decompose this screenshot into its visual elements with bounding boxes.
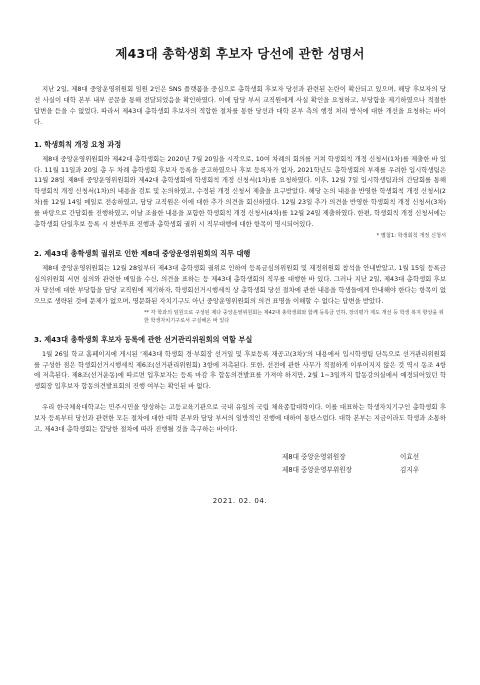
signatory-name: 김지우 — [400, 465, 420, 474]
section-heading: 1. 학생회칙 개정 요청 과정 — [34, 139, 122, 149]
signatory-name: 이효선 — [400, 452, 420, 461]
signature-row — [34, 451, 446, 464]
document-date: 2021. 02. 04. — [212, 496, 268, 505]
section-heading: 2. 제43대 총학생회 궐위로 인한 제8대 중앙운영위원회의 직무 대행 — [34, 248, 251, 258]
section-3 — [34, 335, 446, 393]
closing-paragraph: 우리 한국체육대학교는 민주시민을 양성하는 고등교육기관으로 국내 유일의 국립 체육종합대학이다. 이를 대표하는 학생자치기구인 총학생회 후보자 등록부터 당선과 관련한 모든 절차에 대한 대학 본부와 담당 부서의 일방적인 진행에 대하여 통탄스럽다. 대학 본부는 지금이라도 학생과 소통하고, 제43대 총학생회는 합당한 절차에 따라 진행될 것을 촉구하는 바이다. — [34, 403, 446, 434]
section-2 — [34, 249, 446, 325]
document-title: 제43대 총학생회 후보자 당선에 관한 성명서 — [115, 46, 365, 61]
footnote: ** 각 학과의 임원으로 구성된 제다 중앙운영위원회는 제42대 총학생회와 함께 등록금 인하, 장의평가 제도 개선 등 학생 복지 향상을 위한 학생자치기구로서 구실해온 바 있다 — [144, 309, 444, 324]
section-body: 1월 26일 학교 홈페이지에 게시된 '제43대 학생회 경·부회장 선거일 및 후보등록 재공고(3차)'의 내용에서 입시학생팀 단독으로 선거관리위원회를 구성한 점은 학생회선거시행세칙 제6조(선거관리위원회) 3항에 저촉된다. 또한, 선전에 관한 사무가 적절하게 이루어지지 않은 것 역시 동조 4항에 저촉된다. 제8조(선거운동)에 따르면 입후보자는 등록 마감 후 합동의견발표를 가져야 하지만, 2월 1~3일까지 합동강의실에서 예정되어있던 학생회장 입후보자 합동의견발표회의 진행 여부는 확인된 바 없다. — [34, 349, 446, 391]
signature-block — [34, 451, 446, 477]
signatory-title: 제8대 중앙운영위원장 — [282, 452, 346, 461]
intro-paragraph: 지난 2일, 제8대 중앙운영위원회 임원 2인은 SNS 플랫폼을 중심으로 총학생회 후보자 당선과 관련된 논란이 확산되고 있으며, 해당 후보자의 당선 사실이 대학 본부 내부 공문을 통해 전달되었음을 확인하였다. 이에 담당 부서 교직원에게 사실 확인을 요청하고, 부당함을 제기하였으나 적절한 답변을 듣을 수 없었다. 따라서 제43대 총학생회 후보자의 적합한 절차를 통한 당선과 대학 본부 측의 행정 처리 방식에 대한 개선을 요청하는 바이다. — [34, 85, 446, 126]
signature-row — [34, 464, 446, 477]
section-body: 제8대 중앙운영위원회는 12월 28일부터 제43대 총학생회 궐위로 인하여 등록금심의위원회 및 재정위원회 참석을 안내받았고, 1월 15일 등록금심의위원회 서면 심의와 관련한 메일을 수신, 의견을 표하는 등 제43대 총학생회의 직무를 대행한 바 있다. 그러나 지난 2일, 제43대 총학생회 후보자 당선에 대한 부당함을 담당 교직원에 제기하자, 학생회선거시행세칙 상 총학생회 당선 절차에 관한 내용을 학생들에게 안내해야 한다는 항목이 없으므로 생략된 것에 문제가 없으며, 명문화된 자치기구도 아닌 중앙운영위원회의 의견 표명을 이해할 수 없다는 답변을 받았다. — [34, 263, 446, 305]
section-1 — [34, 140, 446, 239]
section-body: 제8대 중앙운영위원회와 제42대 총학생회는 2020년 7월 20일을 시작으로, 10여 차례의 회의를 거쳐 학생회칙 개정 신청서(1차)를 제출한 바 있다. 11월 11일과 20일 총 두 차례 총학생회 후보자 등록을 공고하였으나 후보 등록자가 없자, 2021학년도 총학생회의 부재를 우려한 입시학생팀은 11월 28일 제8대 중앙운영위원회와 제42대 총학생회에 학생회칙 개정 신청서(1차)를 요청하였다. 이후, 12월 7일 입시학생팀과의 간담회를 통해 학생회칙 개정 신청서(1차)의 내용을 검토 및 논의하였고, 수정된 개정 신청서 제출을 요구받았다. 해당 논의 내용을 반영한 학생회칙 개정 신청서(2차)를 12월 14일 메일로 전송하였고, 담당 교직원은 이에 대한 추가 의견을 회신하였다. 12월 23일 추가 의견을 반영한 학생회칙 개정 신청서(3차)를 바탕으로 간담회를 진행하였고, 이날 조율한 내용을 포함한 학생회칙 개정 신청서(4차)를 12월 24일 제출하였다. 한편, 학생회칙 개정 신청서에는 총학생회 단일후보 등록 시 찬반투표 진행과 총학생회 궐위 시 직무대행에 대한 항목이 명시되어있다. — [34, 154, 446, 229]
section-heading: 3. 제43대 총학생회 후보자 등록에 관한 선거관리위원회의 역할 부실 — [34, 334, 253, 344]
signatory-title: 제8대 중앙운영부위원장 — [282, 465, 352, 474]
attachment-note: * 별첨1: 학생회칙 개정 신청서 — [376, 232, 446, 239]
